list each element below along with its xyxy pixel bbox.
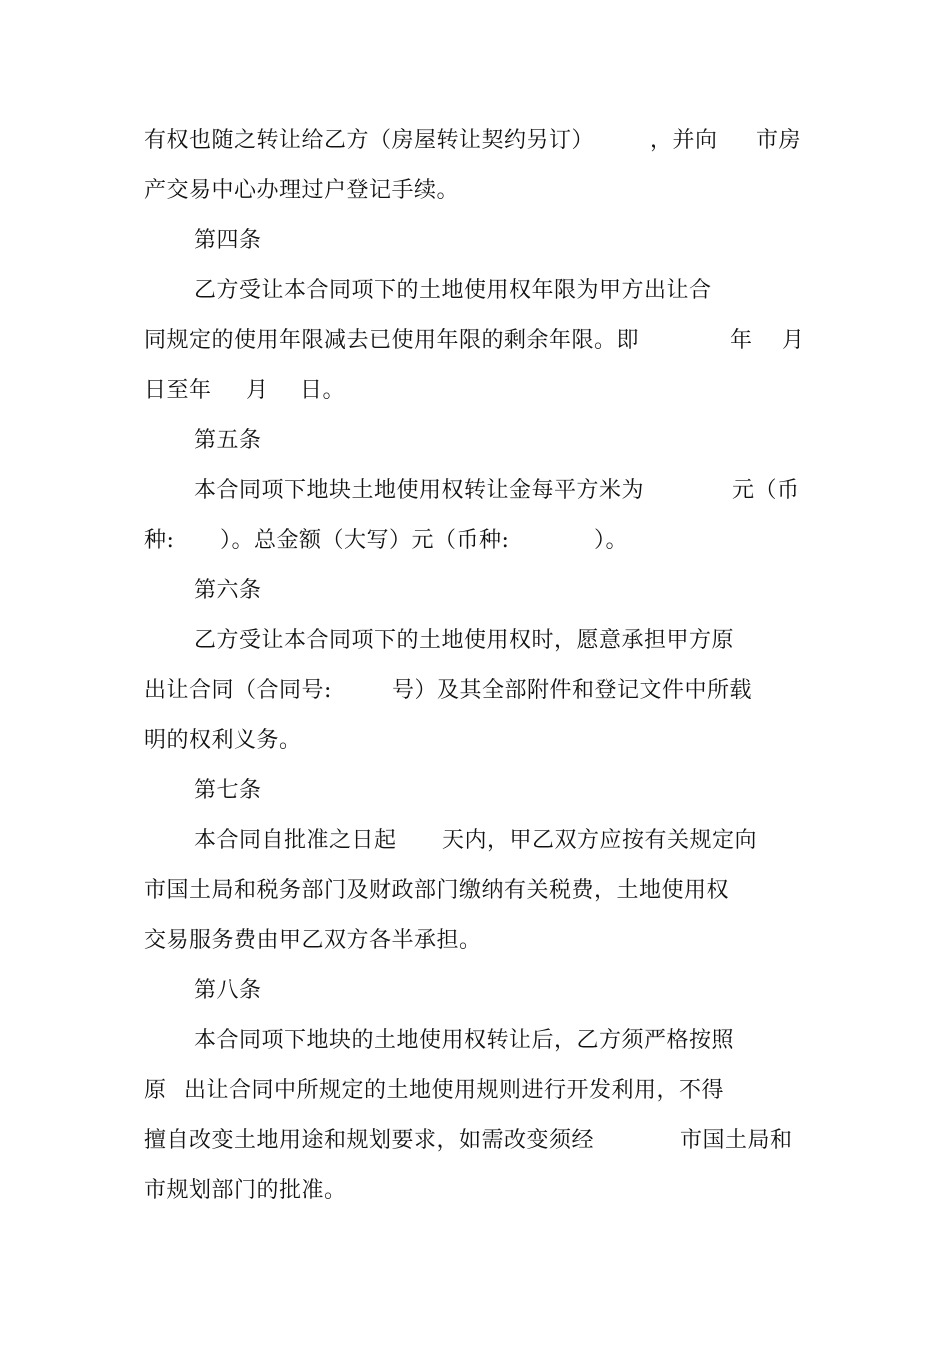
text-line [144, 326, 804, 356]
text-segment: 市国土局和 [680, 1128, 793, 1153]
text-segment: 月 [782, 328, 805, 353]
text-segment: 元（币 [732, 478, 800, 503]
text-segment: 市国土局和税务部门及财政部门缴纳有关税费，土地使用权 [144, 878, 730, 903]
text-segment: 原 [144, 1078, 167, 1103]
text-segment: 本合同自批准之日起 [194, 828, 397, 853]
text-line [194, 276, 804, 306]
text-segment: 本合同项下地块的土地使用权转让后，乙方须严格按照 [194, 1028, 735, 1053]
text-line [194, 476, 804, 506]
text-line [144, 1126, 804, 1156]
text-line [194, 626, 804, 656]
text-segment: 日。 [300, 378, 346, 403]
text-segment: 天内，甲乙双方应按有关规定向 [442, 828, 758, 853]
text-line [144, 726, 804, 756]
article-heading [194, 576, 494, 606]
text-line [144, 176, 804, 206]
text-segment: 出让合同中所规定的土地使用规则进行开发利用，不得 [184, 1078, 725, 1103]
text-segment: 交易服务费由甲乙双方各半承担。 [144, 928, 482, 953]
text-line [144, 926, 804, 956]
text-segment: ）。 [594, 528, 629, 553]
article-heading [194, 976, 494, 1006]
text-segment: ，并向 [650, 128, 718, 153]
text-segment: 本合同项下地块土地使用权转让金每平方米为 [194, 478, 645, 503]
text-line [144, 1076, 804, 1106]
text-segment: 第四条 [194, 228, 262, 253]
text-segment: 市规划部门的批准。 [144, 1178, 347, 1203]
article-heading [194, 226, 494, 256]
text-segment: 号）及其全部附件和登记文件中所载 [392, 678, 753, 703]
text-line [194, 1026, 804, 1056]
text-segment: 擅自改变土地用途和规划要求，如需改变须经 [144, 1128, 595, 1153]
text-segment: 出让合同（合同号: [144, 678, 332, 703]
text-segment: 第七条 [194, 778, 262, 803]
text-segment: 明的权利义务。 [144, 728, 302, 753]
text-segment: 种: [144, 528, 175, 553]
text-segment: 月 [246, 378, 269, 403]
text-line [144, 126, 804, 156]
text-segment: 乙方受让本合同项下的土地使用权时，愿意承担甲方原 [194, 628, 735, 653]
text-segment: 第八条 [194, 978, 262, 1003]
text-segment: 年 [730, 328, 753, 353]
text-line [144, 676, 804, 706]
text-line [144, 526, 804, 556]
text-segment: 同规定的使用年限减去已使用年限的剩余年限。即 [144, 328, 640, 353]
article-heading [194, 426, 494, 456]
text-segment: 第五条 [194, 428, 262, 453]
text-segment: 产交易中心办理过户登记手续。 [144, 178, 460, 203]
text-line [194, 826, 804, 856]
text-segment: 市房 [756, 128, 802, 153]
text-segment: 第六条 [194, 578, 262, 603]
text-segment: 有权也随之转让给乙方（房屋转让契约另订） [144, 128, 595, 153]
text-segment: 日至年 [144, 378, 212, 403]
text-line [144, 1176, 804, 1206]
text-line [144, 876, 804, 906]
text-segment: 乙方受让本合同项下的土地使用权年限为甲方出让合 [194, 278, 712, 303]
text-line [144, 376, 804, 406]
article-heading [194, 776, 494, 806]
text-segment: ）。总金额（大写）元（币种: [220, 528, 510, 553]
